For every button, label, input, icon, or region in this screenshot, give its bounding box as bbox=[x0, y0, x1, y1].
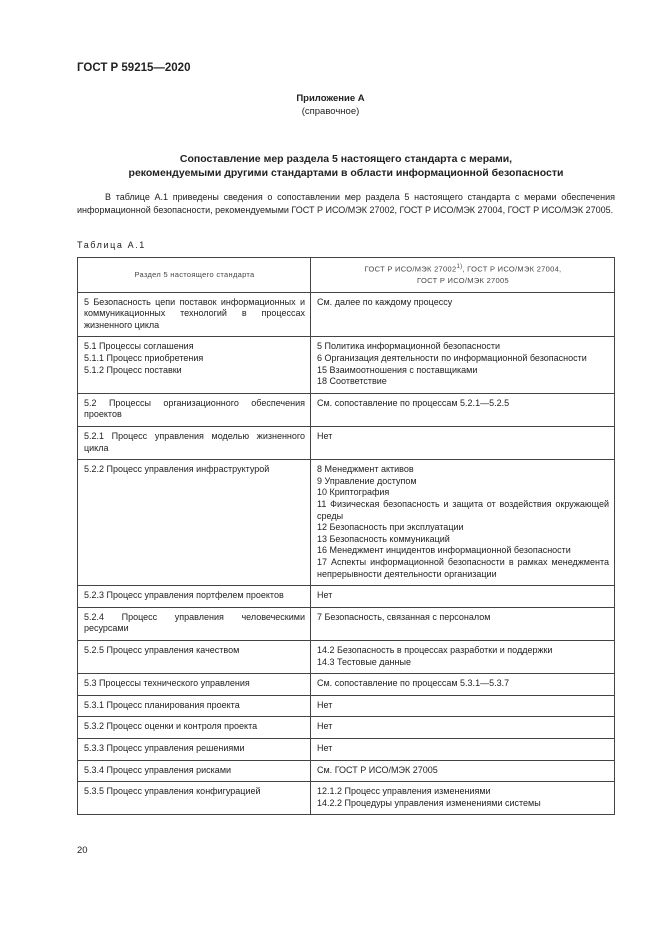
col2-header-part-c: ГОСТ Р ИСО/МЭК 27005 bbox=[417, 276, 509, 286]
heading-line-2: рекомендуемыми другими стандартами в области информационной безопасности bbox=[128, 167, 564, 179]
table-row bbox=[78, 460, 615, 586]
mapping-cell bbox=[311, 607, 615, 640]
mapping-text: 16 Менеджмент инцидентов информационной безопасности bbox=[317, 545, 571, 556]
section-cell bbox=[78, 695, 311, 717]
page-number: 20 bbox=[77, 845, 88, 856]
col2-header-part-a: ГОСТ Р ИСО/МЭК 27002 bbox=[364, 264, 457, 274]
table-row bbox=[78, 607, 615, 640]
mapping-text: См. сопоставление по процессам 5.2.1—5.2.5 bbox=[317, 397, 510, 408]
table-row bbox=[78, 292, 615, 337]
mapping-text: См. сопоставление по процессам 5.3.1—5.3.7 bbox=[317, 678, 510, 689]
section-heading bbox=[77, 152, 615, 180]
mapping-cell bbox=[311, 427, 615, 460]
section-cell bbox=[78, 607, 311, 640]
section-text: 5.2.4 Процесс управления человеческими ресурсами bbox=[84, 611, 305, 634]
col2-header-part-b: , ГОСТ Р ИСО/МЭК 27004, bbox=[462, 264, 562, 274]
mapping-text: 10 Криптография bbox=[317, 487, 390, 498]
mapping-text: 18 Соответствие bbox=[317, 376, 387, 387]
mapping-cell bbox=[311, 640, 615, 673]
mapping-text: 6 Организация деятельности по информационной безопасности bbox=[317, 353, 587, 364]
section-cell bbox=[78, 782, 311, 815]
section-cell bbox=[78, 640, 311, 673]
section-cell bbox=[78, 586, 311, 608]
mapping-cell bbox=[311, 460, 615, 586]
table-body bbox=[78, 292, 615, 815]
section-cell bbox=[78, 460, 311, 586]
mapping-text: 9 Управление доступом bbox=[317, 475, 417, 486]
column-header-section5: Раздел 5 настоящего стандарта bbox=[78, 258, 311, 293]
mapping-text: 8 Менеджмент активов bbox=[317, 464, 414, 475]
mapping-text: Нет bbox=[317, 721, 333, 732]
table-row bbox=[78, 717, 615, 739]
mapping-text: 14.3 Тестовые данные bbox=[317, 656, 411, 667]
table-header-row bbox=[78, 258, 615, 293]
mapping-text: Нет bbox=[317, 431, 333, 442]
section-text: 5.2 Процессы организационного обеспечения проектов bbox=[84, 397, 305, 420]
table-row bbox=[78, 738, 615, 760]
section-text: 5.1 Процессы соглашения bbox=[84, 341, 194, 352]
section-text: 5.3 Процессы технического управления bbox=[84, 678, 250, 689]
intro-paragraph: В таблице А.1 приведены сведения о сопоставлении мер раздела 5 настоящего стандарта с мерами обеспечения информационной безопасности, рекомендуемыми ГОСТ Р ИСО/МЭК 27002, ГОСТ Р ИСО/МЭК 27004, ГОСТ Р ИСО/МЭК 27005. bbox=[77, 192, 615, 215]
section-text: 5.2.3 Процесс управления портфелем проектов bbox=[84, 590, 284, 601]
section-cell bbox=[78, 292, 311, 337]
mapping-cell bbox=[311, 695, 615, 717]
mapping-text: 13 Безопасность коммуникаций bbox=[317, 533, 450, 544]
mapping-text: 17 Аспекты информационной безопасности в рамках менеджмента непрерывности деятельности организации bbox=[317, 556, 609, 579]
section-cell bbox=[78, 674, 311, 696]
section-text: 5.1.1 Процесс приобретения bbox=[84, 353, 204, 364]
section-cell bbox=[78, 760, 311, 782]
mapping-text: 7 Безопасность, связанная с персоналом bbox=[317, 611, 491, 622]
mapping-text: 14.2 Безопасность в процессах разработки и поддержки bbox=[317, 644, 553, 655]
section-text: 5.2.1 Процесс управления моделью жизненного цикла bbox=[84, 431, 305, 453]
section-text: 5.3.3 Процесс управления решениями bbox=[84, 742, 245, 753]
section-cell bbox=[78, 393, 311, 426]
table-row bbox=[78, 782, 615, 815]
document-code: ГОСТ Р 59215—2020 bbox=[77, 62, 191, 74]
section-text: 5 Безопасность цепи поставок информационных и коммуникационных технологий в процессах жизненного цикла bbox=[84, 296, 305, 330]
mapping-cell bbox=[311, 717, 615, 739]
mapping-text: 15 Взаимоотношения с поставщиками bbox=[317, 364, 478, 375]
mapping-text: 12.1.2 Процесс управления изменениями bbox=[317, 786, 491, 797]
section-cell bbox=[78, 738, 311, 760]
table-row bbox=[78, 674, 615, 696]
table-row bbox=[78, 640, 615, 673]
mapping-cell bbox=[311, 760, 615, 782]
appendix-header bbox=[0, 92, 661, 118]
table-row bbox=[78, 695, 615, 717]
section-text: 5.3.4 Процесс управления рисками bbox=[84, 764, 232, 775]
section-cell bbox=[78, 337, 311, 393]
mapping-text: См. далее по каждому процессу bbox=[317, 296, 453, 307]
mapping-text: Нет bbox=[317, 742, 333, 753]
mapping-text: 14.2.2 Процедуры управления изменениями системы bbox=[317, 797, 541, 808]
table-row bbox=[78, 427, 615, 460]
mapping-text: См. ГОСТ Р ИСО/МЭК 27005 bbox=[317, 764, 438, 775]
section-text: 5.3.5 Процесс управления конфигурацией bbox=[84, 786, 261, 797]
table-caption: Таблица А.1 bbox=[77, 240, 146, 250]
appendix-subtitle: (справочное) bbox=[301, 106, 360, 117]
mapping-text: 11 Физическая безопасность и защита от воздействия окружающей среды bbox=[317, 499, 609, 521]
mapping-text: 12 Безопасность при эксплуатации bbox=[317, 522, 464, 533]
appendix-title: Приложение А bbox=[296, 93, 365, 104]
mapping-text: Нет bbox=[317, 590, 333, 601]
mapping-cell bbox=[311, 292, 615, 337]
section-text: 5.1.2 Процесс поставки bbox=[84, 364, 182, 375]
section-text: 5.2.2 Процесс управления инфраструктурой bbox=[84, 464, 270, 475]
column-header-standards bbox=[311, 258, 615, 293]
mapping-text: 5 Политика информационной безопасности bbox=[317, 341, 501, 352]
section-cell bbox=[78, 717, 311, 739]
section-text: 5.3.2 Процесс оценки и контроля проекта bbox=[84, 721, 258, 732]
mapping-cell bbox=[311, 393, 615, 426]
mapping-text: Нет bbox=[317, 699, 333, 710]
table-row bbox=[78, 586, 615, 608]
comparison-table bbox=[77, 257, 615, 815]
mapping-cell bbox=[311, 738, 615, 760]
footnote-marker: 1) bbox=[456, 264, 463, 270]
mapping-cell bbox=[311, 337, 615, 393]
table-row bbox=[78, 393, 615, 426]
table-row bbox=[78, 760, 615, 782]
section-text: 5.2.5 Процесс управления качеством bbox=[84, 644, 240, 655]
mapping-cell bbox=[311, 586, 615, 608]
section-cell bbox=[78, 427, 311, 460]
mapping-cell bbox=[311, 782, 615, 815]
mapping-cell bbox=[311, 674, 615, 696]
heading-line-1: Сопоставление мер раздела 5 настоящего стандарта с мерами, bbox=[179, 153, 513, 165]
section-text: 5.3.1 Процесс планирования проекта bbox=[84, 699, 240, 710]
table-row bbox=[78, 337, 615, 393]
